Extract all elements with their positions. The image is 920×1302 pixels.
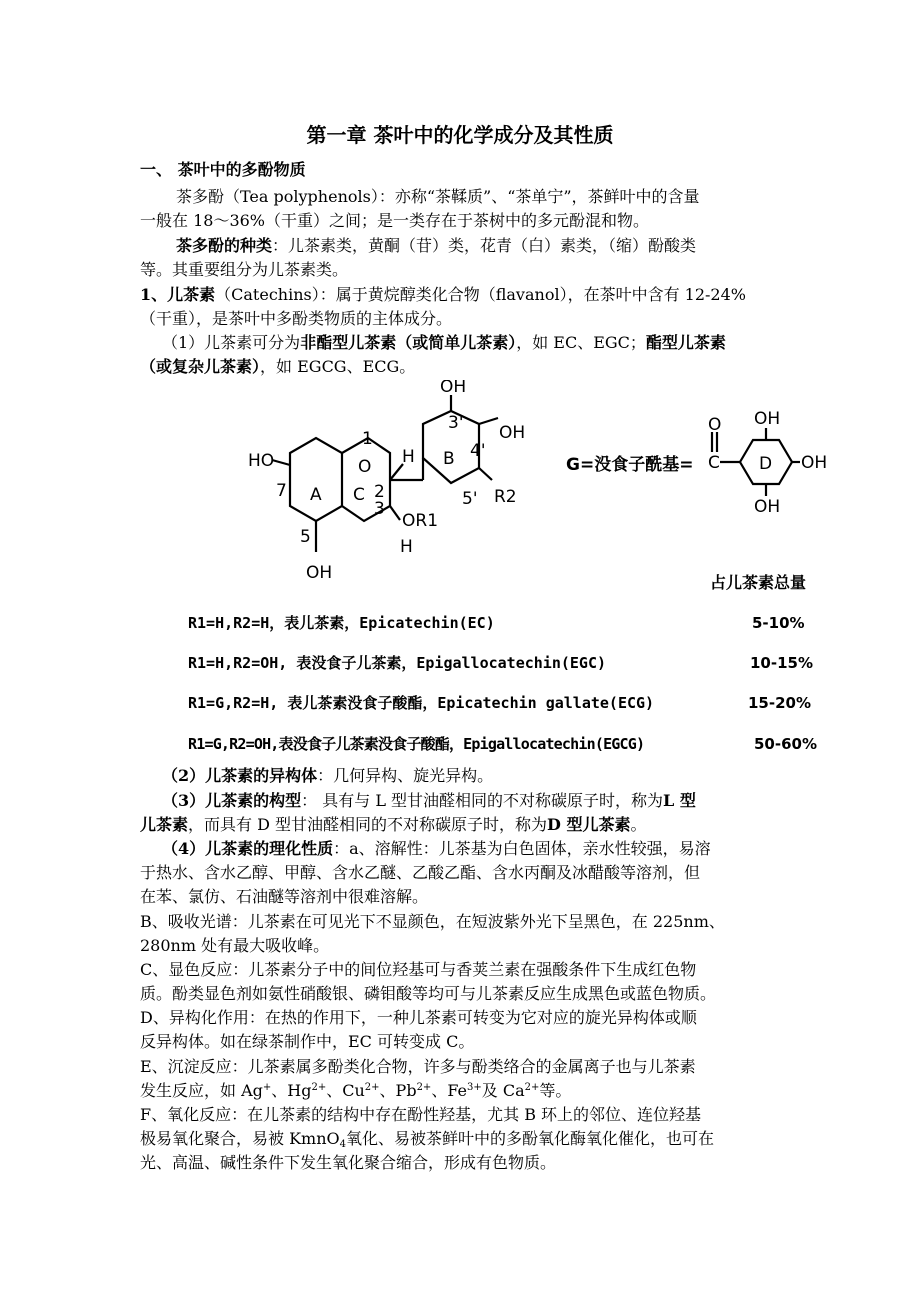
paragraph-line <box>162 764 493 788</box>
text-span: 、Pb <box>379 1081 417 1100</box>
text-span: 、Hg <box>271 1081 312 1100</box>
section-heading: 一、 茶叶中的多酚物质 <box>140 160 306 179</box>
catechin-row: R1=H,R2=OH, 表没食子儿茶素，Epigallocatechin(EGC) <box>188 654 607 672</box>
paragraph-line <box>162 789 696 813</box>
position-label: 3' <box>448 413 464 433</box>
ring-label: D <box>759 454 773 474</box>
bold-term: 非酯型儿茶素（或简单儿茶素） <box>300 333 517 352</box>
bold-term: 茶多酚的种类 <box>176 236 273 255</box>
superscript: 2+ <box>524 1082 540 1093</box>
superscript: 2+ <box>364 1082 380 1093</box>
bond-r2 <box>479 468 492 480</box>
ring-a-bond <box>290 438 342 521</box>
ring-label: C <box>353 485 365 505</box>
text-span: ，如 EC、EGC； <box>516 333 646 352</box>
catechin-percent: 10-15% <box>750 654 814 672</box>
atom-label: OR1 <box>402 511 439 531</box>
superscript: 2+ <box>311 1082 327 1093</box>
paragraph-line <box>140 1127 714 1151</box>
percent-header: 占儿茶素总量 <box>710 573 807 592</box>
paragraph-line: F、氧化反应：在儿茶素的结构中存在酚性羟基，尤其 B 环上的邻位、连位羟基 <box>140 1105 702 1124</box>
text-span: ，如 EGCG、ECG。 <box>260 357 416 376</box>
catechin-row: R1=H,R2=H，表儿茶素，Epicatechin(EC) <box>188 614 495 632</box>
catechin-percent: 5-10% <box>752 614 805 632</box>
bold-term: （或复杂儿茶素） <box>140 357 261 376</box>
bold-term: 儿茶素 <box>140 815 189 834</box>
paragraph-line: E、沉淀反应：儿茶素属多酚类化合物，许多与酚类络合的金属离子也与儿茶素 <box>140 1057 696 1076</box>
text-span: ：几何异构、旋光异构。 <box>317 766 494 785</box>
paragraph-line <box>176 234 696 258</box>
atom-label: H <box>402 447 415 467</box>
position-label: 3 <box>374 499 385 519</box>
text-span: 极易氧化聚合，易被 KmnO <box>140 1129 340 1148</box>
atom-label: R2 <box>494 487 517 507</box>
atom-label: OH <box>801 453 828 473</box>
position-label: 5 <box>300 527 311 547</box>
superscript: + <box>262 1082 272 1093</box>
text-span: 发生反应，如 Ag <box>140 1081 263 1100</box>
catechin-row: R1=G,R2=H, 表儿茶素没食子酸酯，Epicatechin gallate(ECG) <box>188 694 655 712</box>
paragraph-line <box>140 355 415 379</box>
atom-label: C <box>708 453 720 473</box>
paragraph-line: 光、高温、碱性条件下发生氧化聚合缩合，形成有色物质。 <box>140 1153 557 1172</box>
position-label: 1 <box>362 429 373 449</box>
superscript: 3+ <box>467 1082 482 1093</box>
catechin-percent: 15-20% <box>748 694 812 712</box>
atom-label: OH <box>306 563 333 583</box>
bold-term: 1、儿茶素 <box>140 285 216 304</box>
paragraph-line: 280nm 处有最大吸收峰。 <box>140 936 330 955</box>
atom-label: O <box>358 457 372 477</box>
text-span: ： 具有与 L 型甘油醛相同的不对称碳原子时，称为 <box>301 791 664 810</box>
catechin-structure-diagram <box>240 380 840 600</box>
paragraph-line <box>162 837 711 861</box>
paragraph-line: 一般在 18～36%（干重）之间；是一类存在于茶树中的多元酚混和物。 <box>140 211 650 230</box>
atom-label: HO <box>248 451 275 471</box>
bold-term: 酯型儿茶素 <box>645 333 726 352</box>
bond-oh <box>479 418 498 424</box>
paragraph-line: 茶多酚（Tea polyphenols）：亦称“茶鞣质”、“茶单宁”，茶鲜叶中的含量 <box>176 187 700 206</box>
position-label: 2 <box>374 482 385 502</box>
paragraph-line: C、显色反应：儿茶素分子中的间位羟基可与香荚兰素在强酸条件下生成红色物 <box>140 960 697 979</box>
atom-label: OH <box>754 497 781 517</box>
bold-term: （4）儿茶素的理化性质 <box>162 839 334 858</box>
ring-label: A <box>310 485 322 505</box>
text-span: 及 Ca <box>481 1081 525 1100</box>
paragraph-line <box>140 283 746 307</box>
text-span: ：a、溶解性：儿茶基为白色固体，亲水性较强，易溶 <box>333 839 711 858</box>
paragraph-line: 质。酚类显色剂如氨性硝酸银、磷钼酸等均可与儿茶素反应生成黑色或蓝色物质。 <box>140 984 717 1003</box>
subscript: 4 <box>339 1139 347 1150</box>
atom-label: OH <box>499 423 526 443</box>
paragraph-line: 在苯、氯仿、石油醚等溶剂中很难溶解。 <box>140 887 429 906</box>
text-span: （1）儿茶素可分为 <box>162 333 301 352</box>
position-label: 4' <box>470 441 486 461</box>
paragraph-line <box>162 331 726 355</box>
atom-label: OH <box>440 380 467 397</box>
paragraph-line: 等。其重要组分为儿茶素类。 <box>140 260 349 279</box>
text-span: 。 <box>630 815 647 834</box>
paragraph-line: 于热水、含水乙醇、甲醇、含水乙醚、乙酸乙酯、含水丙酮及冰醋酸等溶剂，但 <box>140 863 701 882</box>
bold-term: （3）儿茶素的构型 <box>162 791 302 810</box>
text-span: 氧化、易被茶鲜叶中的多酚氧化酶氧化催化，也可在 <box>346 1129 715 1148</box>
bond-or1 <box>390 506 400 520</box>
atom-label: O <box>708 415 722 435</box>
text-span: （Catechins）：属于黄烷醇类化合物（flavanol），在茶叶中含有 12-24% <box>215 285 746 304</box>
atom-label: OH <box>754 409 781 429</box>
paragraph-line: B、吸收光谱：儿茶素在可见光下不显颜色，在短波紫外光下呈黑色，在 225nm、 <box>140 912 725 931</box>
atom-label: H <box>400 537 413 557</box>
paragraph-line <box>140 813 647 837</box>
bond-ho <box>272 460 290 465</box>
paragraph-line: D、异构化作用：在热的作用下，一种儿茶素可转变为它对应的旋光异构体或顺 <box>140 1008 697 1027</box>
catechin-percent: 50-60% <box>754 735 818 753</box>
catechin-row: R1=G,R2=OH,表没食子儿茶素没食子酸酯，Epigallocatechin(EGCG) <box>188 735 645 753</box>
paragraph-line: （干重），是茶叶中多酚类物质的主体成分。 <box>140 309 453 328</box>
text-span: 等。 <box>539 1081 572 1100</box>
paragraph-line <box>140 1079 571 1103</box>
ring-label: B <box>443 449 455 469</box>
chapter-title: 第一章 茶叶中的化学成分及其性质 <box>306 123 614 147</box>
superscript: 2+ <box>416 1082 432 1093</box>
text-span: 、Cu <box>326 1081 365 1100</box>
paragraph-line: 反异构体。如在绿茶制作中，EC 可转变成 C。 <box>140 1032 475 1051</box>
position-label: 5' <box>462 489 478 509</box>
bold-term: （2）儿茶素的异构体 <box>162 766 318 785</box>
bold-term: D 型儿茶素 <box>547 815 631 834</box>
text-span: ：儿茶素类，黄酮（苷）类，花青（白）素类，（缩）酚酸类 <box>272 236 697 255</box>
galloyl-definition: G=没食子酰基= <box>566 455 694 475</box>
text-span: 、Fe <box>431 1081 468 1100</box>
position-label: 7 <box>276 481 287 501</box>
bold-term: L 型 <box>663 791 696 810</box>
text-span: ，而具有 D 型甘油醛相同的不对称碳原子时，称为 <box>188 815 548 834</box>
